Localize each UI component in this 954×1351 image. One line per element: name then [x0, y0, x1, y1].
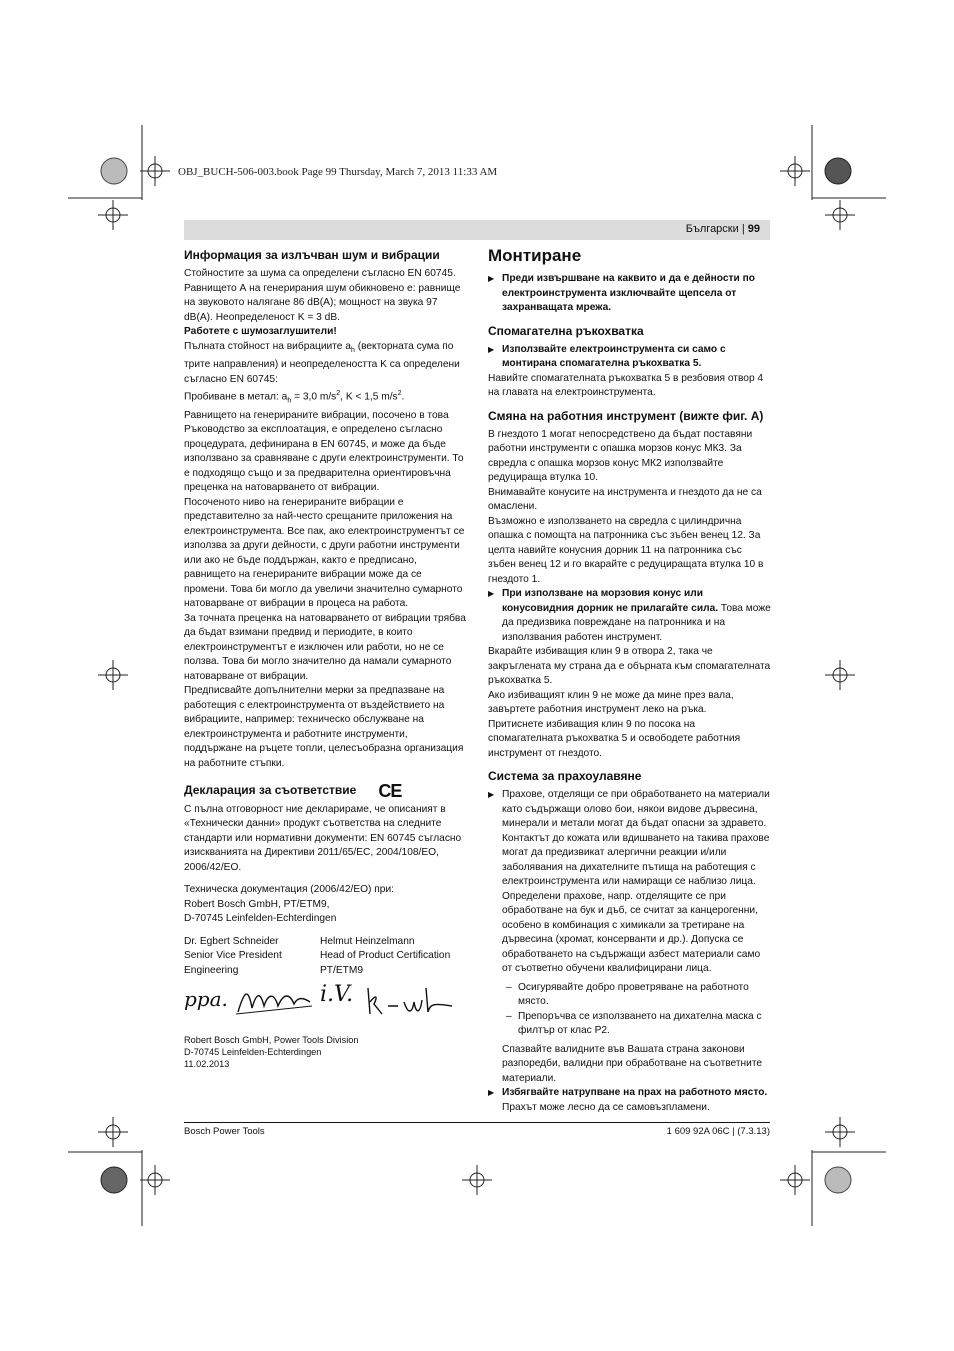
declaration-address: D-70745 Leinfelden-Echterdingen: [184, 913, 337, 925]
company-address: D-70745 Leinfelden-Echterdingen: [184, 1047, 322, 1058]
dust-paragraph: Определени прахове, напр. отделящите се при обработване на бук и дъб, се считат за канцерогенни, особено в комбинация с химикали за третиране на дървесина (хромат, консерванти и др.). Допуска се обработването на съдържащи азбест материали само от съответно обучени квалифицирани лица.: [502, 890, 761, 974]
safety-bullet: ▶ Използвайте електроинструмента си само с монтирана спомагателна ръкохватка 5.: [488, 343, 726, 369]
declaration-docs: Техническа документация (2006/42/EO) при:: [184, 884, 394, 896]
signatory-title: Head of Product Certification: [320, 950, 451, 962]
vibration-paragraph: Равнището на генерираните вибрации, посочено в това Ръководство за експлоатация, е определено съгласно процедурата, дефинирана в EN 60745, и може да бъде използвано за сравняване с други електроинструменти. То е подходящо също и за предварителна ориентировъчна преценка на натоварването от вибрации.: [184, 409, 464, 494]
signature-scribble-left: [234, 984, 314, 1018]
noise-paragraph: Равнището А на генерирания шум обикновено е: равнище на звуковото налягане 86 dB(A); мощност на звука 97 dB(A). Неопределеност K = 3 dB.: [184, 282, 461, 323]
dust-bullet: ▶ Избягвайте натрупване на прах на работното място. Прахът може лесно да се самовъзпламени.: [488, 1087, 768, 1113]
dust-dash-item: – Препоръчва се използването на дихателна маска с филтър от клас P2.: [506, 1010, 762, 1036]
vibration-paragraph: Посоченото ниво на генерираните вибрации е представително за най-често срещаните приложения на електроинструмента. Все пак, ако електроинструментът се използва за други дейности, с други работни инструменти или ако не бъде поддържан, както е предписано, равнището на генерираните вибрации може да се промени. Това би могло да увеличи значително сумарното натоварване от вибрации в процеса на работа.: [184, 496, 465, 610]
tool-change-paragraph: Ако избиващият клин 9 не може да мине през вала, завъртете работния инструмент леко на ръка.: [488, 689, 734, 715]
page-header-bar: [184, 220, 770, 240]
bullet-triangle-icon: ▶: [488, 589, 495, 598]
dust-extraction-title: Система за прахоулавяне: [488, 769, 642, 783]
signatory-title: Senior Vice President: [184, 950, 282, 962]
tool-change-paragraph: Възможно е използването на свредла с цилиндрична опашка с помощта на патронника със зъбен венец 12. За целта навийте конусния дорник 11 на патронника със зъбен венец 12 и го вкарайте с редуциращата втулка 10 в гнездото 1.: [488, 515, 764, 585]
company-address: Robert Bosch GmbH, Power Tools Division: [184, 1035, 359, 1046]
aux-handle-title: Спомагателна ръкохватка: [488, 323, 644, 338]
tool-change-paragraph: Внимавайте конусите на инструмента и гнездото да не са омаслени.: [488, 486, 762, 512]
page-header-label: [686, 223, 760, 235]
signatories: [184, 935, 468, 979]
language-label: Български: [685, 223, 739, 235]
right-column: [488, 246, 772, 1115]
dust-dash-item: – Осигурявайте добро проветряване на работното място.: [506, 981, 749, 1007]
declaration-address: Robert Bosch GmbH, PT/ETM9,: [184, 898, 330, 910]
dust-paragraph: Спазвайте валидните във Вашата страна законови разпоредби, валидни при обработване на съответните материали.: [502, 1043, 763, 1084]
page-number: 99: [747, 223, 760, 235]
declaration-paragraph: С пълна отговорност ние декларираме, че описаният в «Технически данни» продукт съответства на следните стандарти или нормативни документи: EN 60745 съгласно изискванията на Директиви 2011/65/EC, 2004/108/EO, 2006/42/EO.: [184, 803, 462, 873]
left-column: [184, 248, 468, 1070]
safety-bullet: ▶ При използване на морзовия конус или конусовидния дорник не прилагайте сила. Това може да предизвика повреждане на патронника и на използвания работен инструмент.: [488, 588, 771, 643]
tool-change-paragraph: В гнездото 1 могат непосредствено да бъдат поставяни работни инструменти с опашка морзов конус МК3. За свредла с опашка морзов конус МК2 използвайте редуцираща втулка 10.: [488, 428, 753, 483]
header-separator: |: [738, 223, 748, 235]
signatory-name: Dr. Egbert Schneider: [184, 935, 279, 947]
signatory-title: Engineering: [184, 964, 239, 976]
print-header: OBJ_BUCH-506-003.book Page 99 Thursday, March 7, 2013 11:33 AM: [178, 166, 498, 178]
tool-change-title: Смяна на работния инструмент (вижте фиг. А): [488, 408, 764, 423]
vibration-paragraph: Пълната стойност на вибрациите $a_h$ (векторната сума по трите направления) и неопределеността K са определени съгласно EN 60745:: [184, 340, 460, 385]
ce-mark-icon: CE: [378, 780, 402, 801]
bullet-triangle-icon: ▶: [488, 790, 495, 799]
tool-change-paragraph: Притиснете избиващия клин 9 по посока на спомагателната ръкохватка 5 и освободете работния инструмент от гнездото.: [488, 718, 741, 759]
vibration-paragraph: Предписвайте допълнителни мерки за предпазване на работещия с електроинструмента от въздействието на вибрациите, например: техническо обслужване на електроинструмента и работните инструменти, поддържане на ръцете топли, целесъобразна организация на работните стъпки.: [184, 685, 464, 769]
footer-docnumber: 1 609 92A 06C | (7.3.13): [666, 1126, 770, 1137]
noise-paragraph: Стойностите за шума са определени съгласно EN 60745.: [184, 268, 456, 279]
safety-bullet: ▶ Преди извършване на каквито и да е дейности по електроинструмента изключвайте щепсела от захранващата мрежа.: [488, 273, 755, 313]
handwritten-signatures: [184, 984, 468, 1030]
footer-brand: Bosch Power Tools: [184, 1126, 265, 1137]
signature-iv: i.V.: [320, 982, 354, 1008]
bullet-triangle-icon: ▶: [488, 344, 495, 354]
tool-change-paragraph: Вкарайте избиващия клин 9 в отвора 2, така че закръглената му страна да е обърната към спомагателната ръкохватка 5.: [488, 646, 771, 686]
signature-ppa: ppa.: [184, 987, 228, 1012]
declaration-title: Декларация за съответствие CE: [184, 780, 402, 801]
noise-section-title: Информация за излъчван шум и вибрации: [184, 248, 440, 262]
bullet-triangle-icon: ▶: [488, 274, 495, 283]
footer-rule: [184, 1122, 770, 1123]
assembly-title: Монтиране: [488, 246, 582, 265]
vibration-paragraph: За точната преценка на натоварването от вибрации трябва да бъдат взимани предвид и периодите, в които електроинструментът е изключен или работи, но не се ползва. Това би могло значително да намали сумарното натоварване от вибрации.: [184, 612, 466, 682]
declaration-date: 11.02.2013: [184, 1059, 230, 1070]
aux-handle-paragraph: Навийте спомагателната ръкохватка 5 в резбовия отвор 4 на главата на електроинструмента.: [488, 372, 764, 398]
vibration-value: Пробиване в метал: $a_h = 3,0$ $m/s^2$, K < 1,5 $m/s^2$.: [184, 390, 405, 405]
bullet-triangle-icon: ▶: [488, 1088, 495, 1097]
signatory-title: PT/ETM9: [320, 964, 364, 976]
noise-warning: Работете с шумозаглушители!: [184, 326, 337, 337]
signature-scribble-right: [364, 984, 454, 1018]
signatory-name: Helmut Heinzelmann: [320, 935, 415, 947]
dust-bullet: ▶ Прахове, отделящи се при обработването на материали като съдържащи олово бои, някои видове дървесина, минерали и метали могат да бъдат опасни за здравето. Контактът до кожата или вдишването на такива прахове могат да предизвикат алергични реакции и/или заболявания на дихателните пътища на работещия с електроинструмента или намиращи се наблизо лица.: [488, 789, 770, 887]
